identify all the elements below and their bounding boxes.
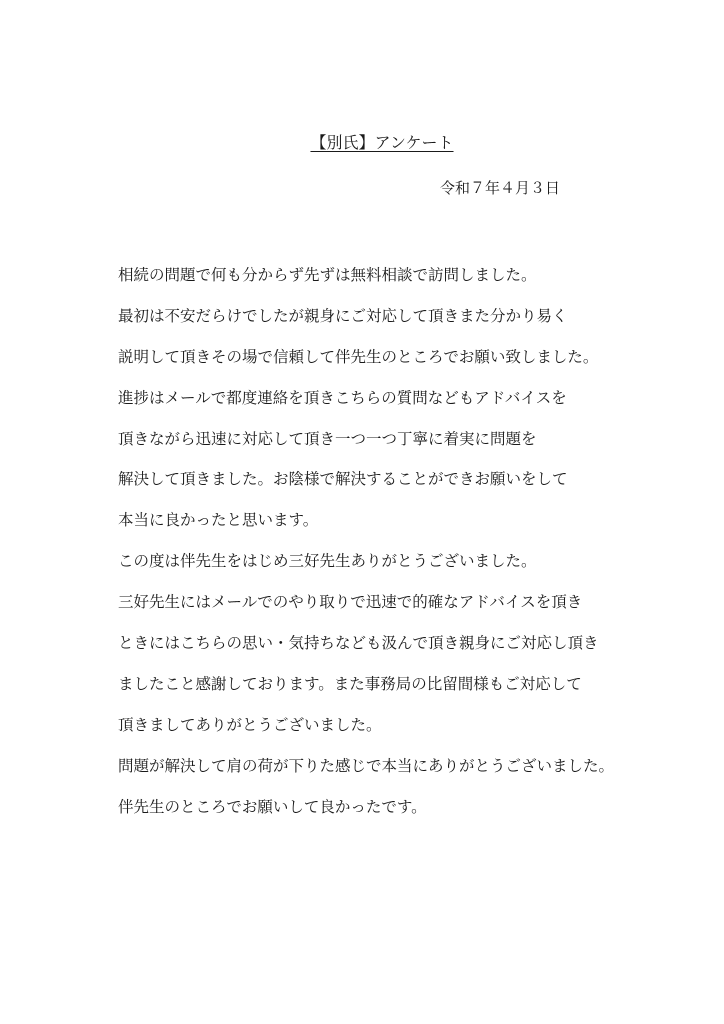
body-line: 問題が解決して肩の荷が下りた感じで本当にありがとうございました。: [118, 756, 615, 775]
document-date: 令和７年４月３日: [440, 179, 561, 197]
body-line: 相続の問題で何も分からず先ずは無料相談で訪問しました。: [118, 266, 537, 284]
document-body: [118, 263, 614, 835]
body-line: 伴先生のところでお願いして良かったです。: [118, 797, 427, 816]
body-line: 説明して頂きその場で信頼して伴先生のところでお願い致しました。: [118, 347, 599, 366]
body-line: 進捗はメールで都度連絡を頂きこちらの質問などもアドバイスを: [118, 388, 567, 407]
document-title: 【別氏】アンケート: [310, 133, 454, 152]
body-line: 最初は不安だらけでしたが親身にご対応して頂きまた分かり易く: [118, 306, 568, 325]
body-line: ましたこと感謝しております。また事務局の比留間様もご対応して: [118, 674, 582, 693]
body-line: 頂きましてありがとうございました。: [118, 715, 382, 734]
body-line: 三好先生にはメールでのやり取りで迅速で的確なアドバイスを頂き: [118, 593, 583, 612]
body-line: 頂きながら迅速に対応して頂き一つ一つ丁寧に着実に問題を: [118, 429, 537, 448]
document-title-block: [0, 131, 724, 155]
body-line: 本当に良かったと思います。: [118, 511, 319, 530]
body-line: 解決して頂きました。お陰様で解決することができお願いをして: [118, 470, 568, 489]
body-line: ときにはこちらの思い・気持ちなども汲んで頂き親身にご対応し頂き: [118, 634, 599, 653]
body-line: この度は伴先生をはじめ三好先生ありがとうございました。: [118, 552, 537, 571]
